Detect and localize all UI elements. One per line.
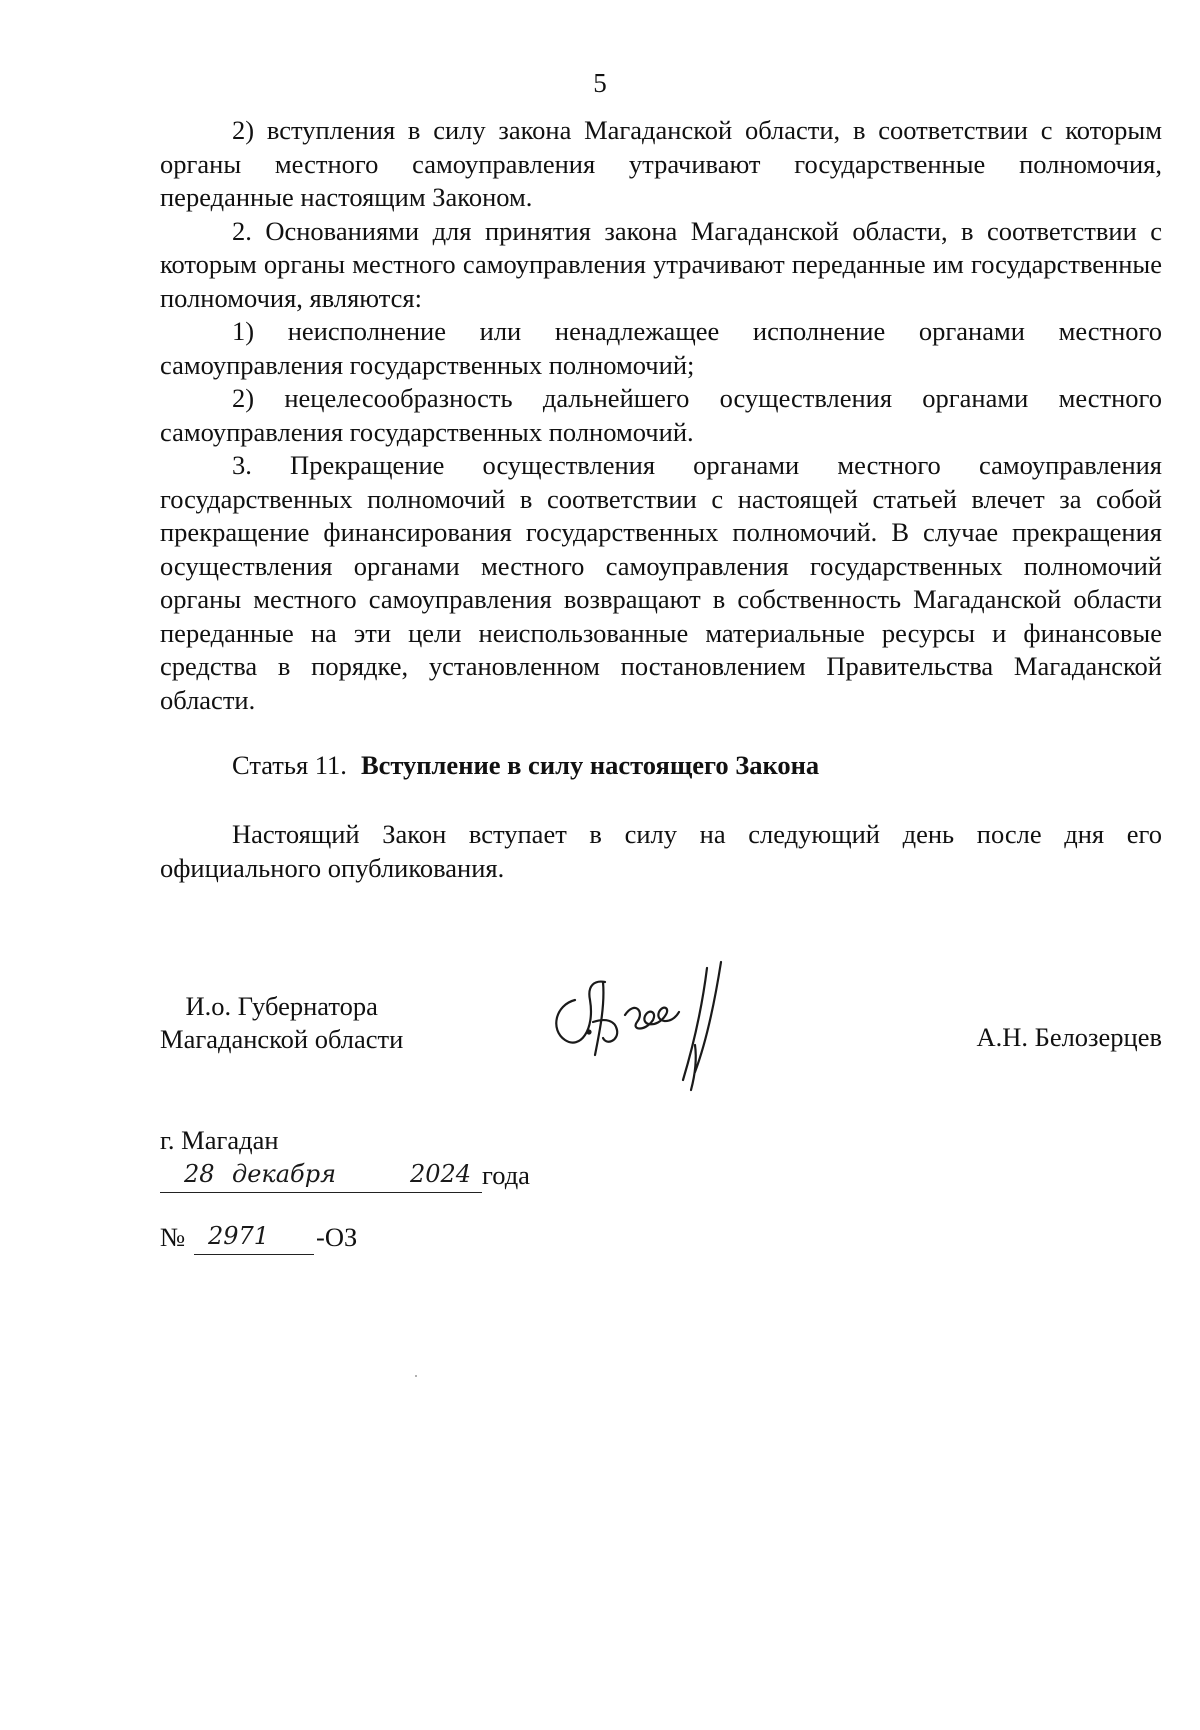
signatory-title-line: И.о. Губернатора [185,991,378,1021]
article-label: Статья 11. [232,750,347,780]
paragraph: 1) неисполнение или ненадлежащее исполнение органами местного самоуправления государственных полномочий; [160,316,1162,380]
paragraph: 2. Основаниями для принятия закона Магаданской области, в соответствии с которым органы местного самоуправления утрачивают переданные им государственные полномочия, являются: [160,215,1162,313]
signatory-name: А.Н. Белозерцев [976,1022,1162,1052]
signatory-title [160,990,403,1056]
article-heading [232,750,819,781]
place-of-signing: г. Магадан [160,1125,279,1155]
article-body [160,818,1162,885]
handwritten-day: 28 [184,1160,215,1188]
handwritten-number: 2971 [208,1222,270,1250]
paragraph: Настоящий Закон вступает в силу на следующий день после дня его официального опубликования. [160,819,1162,883]
handwritten-month: декабря [232,1160,336,1188]
date-suffix: года [482,1160,530,1190]
law-number [160,1222,460,1262]
scan-speck [415,1375,417,1377]
handwritten-signature [545,960,795,1100]
paragraph: 3. Прекращение осуществления органами местного самоуправления государственных полномочий в соответствии с настоящей статьей влечет за собой прекращение финансирования государственных полномочий. В случае прекращения осуществления органами местного самоуправления государственных полномочий органы местного самоуправления возвращают в собственность Магаданской области переданные на эти цели неиспользованные материальные ресурсы и финансовые средства в порядке, установленном постановлением Правительства Магаданской области. [160,450,1162,715]
number-underline [194,1254,314,1255]
date-underline [160,1192,482,1193]
paragraph: 2) нецелесообразность дальнейшего осуществления органами местного самоуправления государственных полномочий. [160,383,1162,447]
number-sign: № [160,1222,186,1252]
page-number: 5 [593,68,607,98]
law-body [160,114,1162,717]
paragraph: 2) вступления в силу закона Магаданской области, в соответствии с которым органы местного самоуправления утрачивают государственные полномочия, переданные настоящим Законом. [160,115,1162,212]
signatory-title-line: Магаданской области [160,1024,404,1054]
number-suffix: -ОЗ [316,1222,358,1252]
date-line [160,1160,560,1200]
handwritten-year: 2024 [410,1160,472,1188]
article-title: Вступление в силу настоящего Закона [360,750,820,780]
